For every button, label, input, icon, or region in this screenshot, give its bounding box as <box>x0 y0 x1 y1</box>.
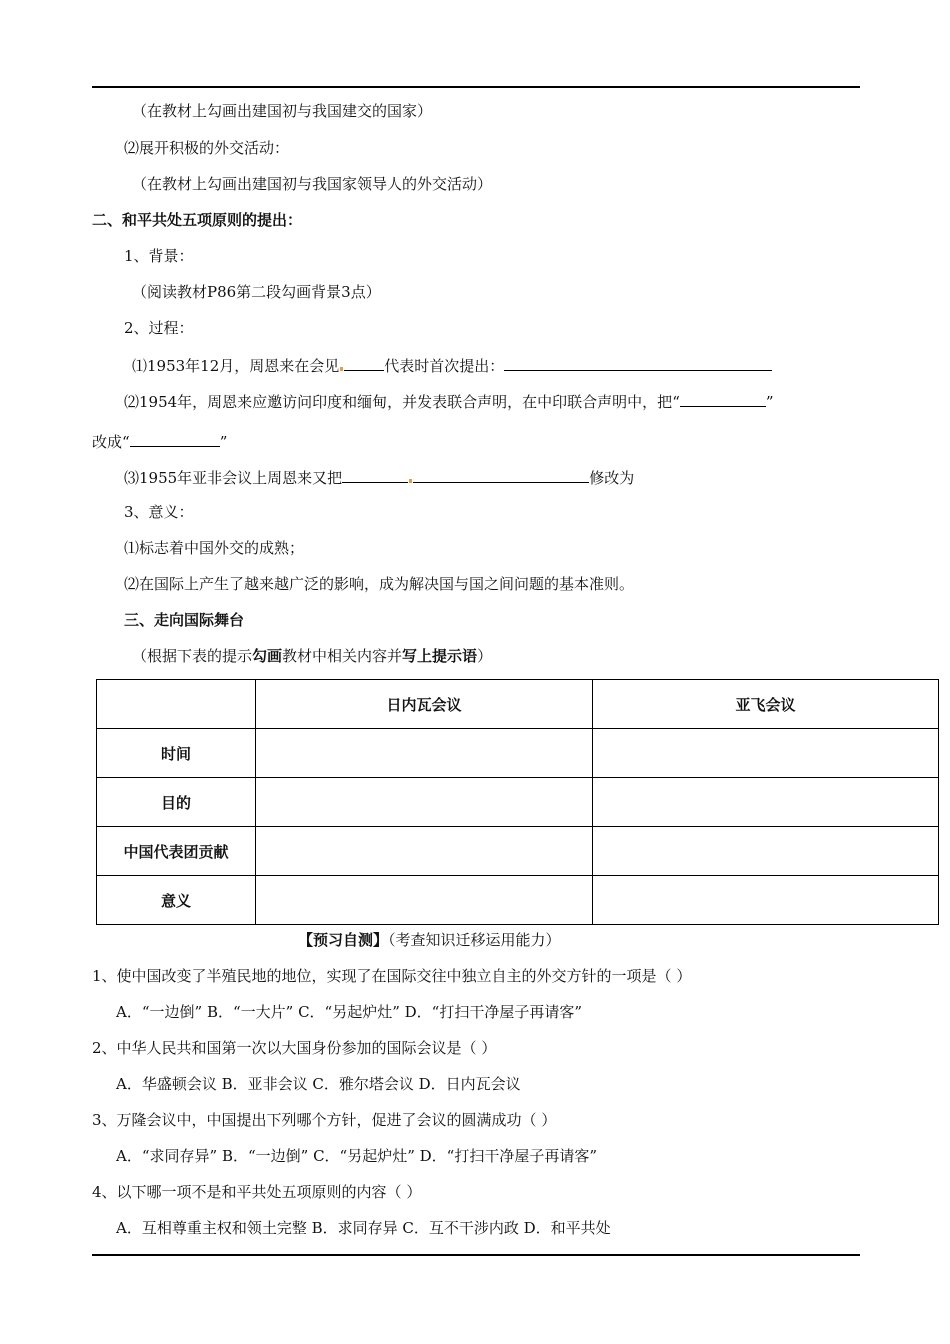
question-1: 1、使中国改变了半殖民地的地位，实现了在国际交往中独立自主的外交方针的一项是（ ） <box>92 967 692 985</box>
process-item-2 <box>124 390 774 412</box>
quote-close: ” <box>765 393 774 411</box>
question-1-options[interactable]: A．“一边倒” B．“一大片” C．“另起炉灶” D．“打扫干净屋子再请客” <box>116 1003 583 1021</box>
process-item-1 <box>132 354 772 376</box>
significance-1: ⑴标志着中国外交的成熟； <box>124 539 305 557</box>
section3-heading: 三、走向国际舞台 <box>124 611 245 629</box>
blank-field[interactable] <box>413 466 589 483</box>
question-2: 2、中华人民共和国第一次以大国身份参加的国际会议是（ ） <box>92 1039 497 1057</box>
table-row <box>97 876 939 925</box>
row-label: 目的 <box>97 778 256 827</box>
table-cell-input[interactable] <box>593 729 939 778</box>
note-emphasis-2: 写上提示语 <box>402 647 478 665</box>
process-label: 2、过程： <box>124 319 194 337</box>
question-4: 4、以下哪一项不是和平共处五项原则的内容（ ） <box>92 1183 422 1201</box>
process-item-1-text-a: ⑴1953年12月，周恩来在会见 <box>132 357 340 375</box>
significance-2: ⑵在国际上产生了越来越广泛的影响，成为解决国与国之间问题的基本准则。 <box>124 575 635 593</box>
ink-mark <box>340 367 343 371</box>
blank-field[interactable] <box>504 354 772 371</box>
question-3: 3、万隆会议中，中国提出下列哪个方针，促进了会议的圆满成功（ ） <box>92 1111 557 1129</box>
row-label: 中国代表团贡献 <box>97 827 256 876</box>
table-cell-input[interactable] <box>256 827 593 876</box>
quote-open: “ <box>672 393 680 411</box>
quote-close: ” <box>219 433 228 451</box>
process-item-2-text-a: ⑵1954年，周恩来应邀访问印度和缅甸，并发表联合声明，在中印联合声明中，把 <box>124 393 673 411</box>
note-emphasis-1: 勾画 <box>252 647 283 665</box>
table-cell-input[interactable] <box>593 778 939 827</box>
question-2-options[interactable]: A．华盛顿会议 B．亚非会议 C．雅尔塔会议 D．日内瓦会议 <box>116 1075 521 1093</box>
blank-field[interactable] <box>344 354 384 371</box>
table-header-cell: 亚飞会议 <box>593 680 939 729</box>
question-4-options[interactable]: A．互相尊重主权和领土完整 B．求同存异 C．互不干涉内政 D．和平共处 <box>116 1219 611 1237</box>
quiz-title-main: 【预习自测】 <box>298 931 389 949</box>
process-item-2-cont <box>92 430 227 452</box>
line-textbook-note-2: （在教材上勾画出建国初与我国家领导人的外交活动） <box>132 175 493 193</box>
table-row <box>97 827 939 876</box>
line-diplomatic-activities: ⑵展开积极的外交活动： <box>124 139 290 157</box>
blank-field[interactable] <box>342 466 408 483</box>
blank-field[interactable] <box>130 430 220 447</box>
table-header-cell: 日内瓦会议 <box>256 680 593 729</box>
background-note: （阅读教材P86第二段勾画背景3点） <box>132 283 381 301</box>
section3-note <box>132 646 492 666</box>
conference-table <box>96 679 939 925</box>
note-text-c: 教材中相关内容并 <box>282 647 403 665</box>
quiz-title <box>298 930 561 950</box>
table-row <box>97 729 939 778</box>
table-cell-input[interactable] <box>256 778 593 827</box>
table-cell-input[interactable] <box>256 876 593 925</box>
process-item-3-text-a: ⑶1955年亚非会议上周恩来又把 <box>124 469 343 487</box>
table-cell-input[interactable] <box>593 876 939 925</box>
row-label: 时间 <box>97 729 256 778</box>
background-label: 1、背景： <box>124 247 194 265</box>
process-item-3-text-b: 修改为 <box>589 469 635 487</box>
table-row <box>97 778 939 827</box>
bottom-rule <box>92 1254 860 1256</box>
table-header-cell <box>97 680 256 729</box>
note-text-e: ） <box>477 647 493 665</box>
quiz-subtitle: （考查知识迁移运用能力） <box>388 931 561 949</box>
quote-open: “ <box>122 433 130 451</box>
table-cell-input[interactable] <box>593 827 939 876</box>
table-header-row <box>97 680 939 729</box>
line-textbook-note-1: （在教材上勾画出建国初与我国建交的国家） <box>132 102 433 120</box>
process-item-3 <box>124 466 634 488</box>
process-item-2-text-b: 改成 <box>92 433 123 451</box>
blank-field[interactable] <box>680 390 766 407</box>
ink-mark <box>409 479 412 483</box>
note-text-a: （根据下表的提示 <box>132 647 253 665</box>
top-rule <box>92 86 860 88</box>
question-3-options[interactable]: A．“求同存异” B．“一边倒” C．“另起炉灶” D．“打扫干净屋子再请客” <box>116 1147 598 1165</box>
table-cell-input[interactable] <box>256 729 593 778</box>
section2-heading: 二、和平共处五项原则的提出： <box>92 211 303 229</box>
row-label: 意义 <box>97 876 256 925</box>
process-item-1-text-b: 代表时首次提出： <box>384 357 505 375</box>
significance-label: 3、意义： <box>124 503 194 521</box>
